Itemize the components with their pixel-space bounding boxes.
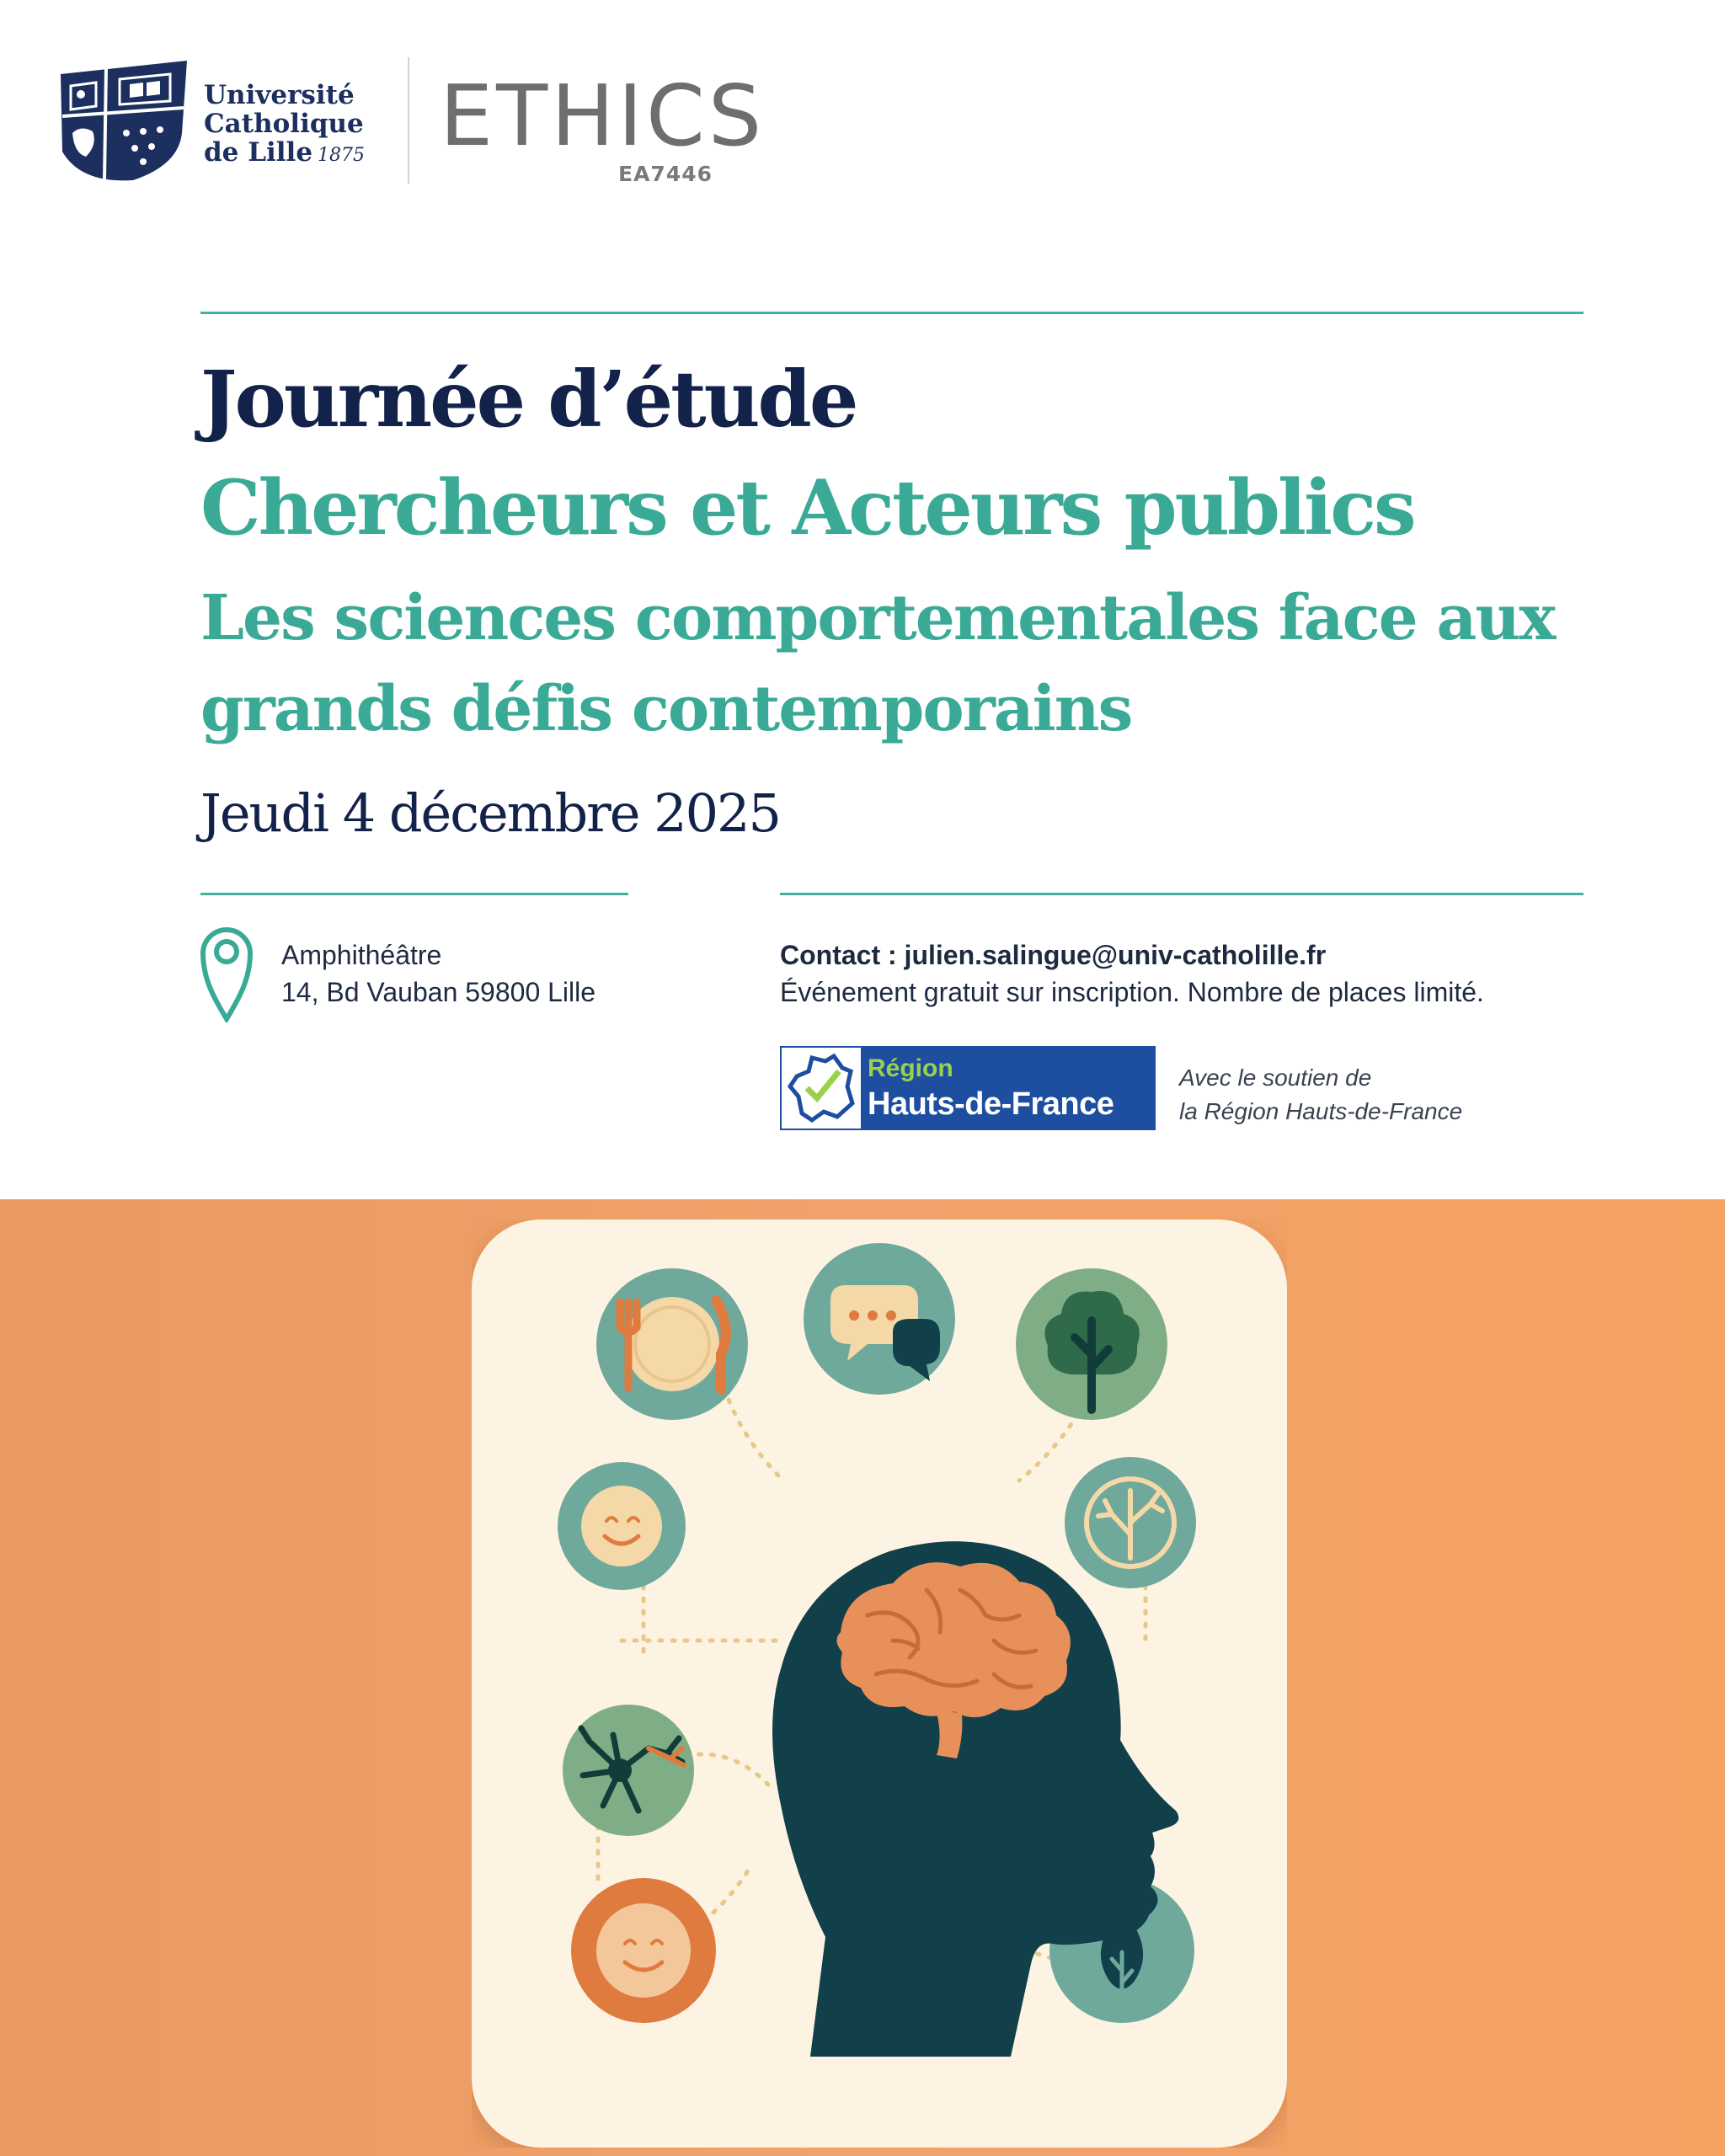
- map-pin-icon: [199, 923, 254, 1022]
- event-type-title: Journée d’étude: [200, 354, 857, 445]
- location-text: [281, 937, 595, 1011]
- behavioral-science-illustration: [472, 1219, 1287, 2148]
- contact-block: [780, 937, 1484, 1011]
- region-logo-line-2: Hauts-de-France: [868, 1086, 1114, 1122]
- university-line-3: [204, 138, 365, 170]
- location-rule: [200, 893, 628, 895]
- event-subtitle: Les sciences comportementales face aux grands défis contemporains: [200, 582, 1555, 745]
- event-main-title: Chercheurs et Acteurs publics: [200, 463, 1414, 552]
- university-name: [204, 81, 365, 170]
- location-place: Amphithéâtre: [281, 940, 442, 970]
- university-line-1: Université: [204, 80, 355, 110]
- location-address: 14, Bd Vauban 59800 Lille: [281, 977, 596, 1007]
- lab-name: ETHICS: [440, 67, 766, 165]
- france-map-check-icon: [787, 1053, 856, 1123]
- registration-note: Événement gratuit sur inscription. Nombre de places limité.: [780, 977, 1484, 1007]
- university-city: de Lille: [204, 137, 313, 168]
- university-year: 1875: [318, 145, 366, 166]
- event-date: Jeudi 4 décembre 2025: [200, 782, 780, 844]
- header-divider: [408, 57, 409, 184]
- support-line-2: la Région Hauts-de-France: [1179, 1098, 1463, 1124]
- speech-bubbles-icon: [804, 1243, 955, 1395]
- university-crest-logo: [56, 57, 192, 184]
- lab-code: EA7446: [618, 162, 713, 186]
- smiley-orange-icon: [571, 1878, 716, 2023]
- university-line-2: Catholique: [204, 109, 364, 139]
- support-line-1: Avec le soutien de: [1179, 1065, 1372, 1091]
- contact-email[interactable]: Contact : julien.salingue@univ-catholille.fr: [780, 940, 1327, 970]
- support-text: [1179, 1061, 1462, 1129]
- tree-circle-icon: [1065, 1457, 1196, 1588]
- contact-rule: [780, 893, 1583, 895]
- smiley-icon: [558, 1462, 686, 1590]
- plate-fork-knife-icon: [596, 1268, 748, 1420]
- title-top-rule: [200, 312, 1583, 314]
- tree-icon: [1016, 1268, 1167, 1420]
- region-logo-line-1: Région: [868, 1054, 953, 1082]
- neuron-icon: [563, 1705, 694, 1836]
